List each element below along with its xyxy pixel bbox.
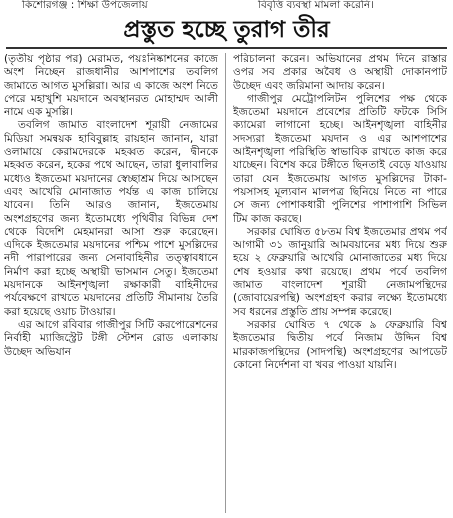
paragraph: পরিচালনা করেন। অভিযানের প্রথম দিনে রাস্তার ওপর সব প্রকার অবৈধ ও অস্থায়ী দোকানপাট উচ্ছেদ এবং জরিমানা আদায় করেন। — [233, 53, 447, 92]
article-column-right — [233, 53, 447, 515]
article-headline: প্রস্তুত হচ্ছে তুরাগ তীর — [123, 17, 330, 43]
column-divider — [225, 53, 226, 513]
previous-article-strip — [0, 0, 453, 14]
paragraph: গাজীপুর মেট্রোপলিটন পুলিশের পক্ষ থেকে ইজতেমা ময়দানে প্রবেশের প্রতিটি ফটকে সিসি ক্যামেরা লাগানো হচ্ছে। আইনশৃঙ্খলা বাহিনীর সদস্যরা ইজতেমা ময়দান ও এর আশপাশের আইনশৃঙ্খলা পরিস্থিতি স্বাভাবিক রাখতে কাজ করে যাচ্ছেন। বিশেষ করে টঙ্গীতে ছিনতাই বেড়ে যাওয়ায় তারা যেন ইজতেমায় আগত মুসল্লিদের টাকা-পয়সাসহ মূল্যবান মালপত্র ছিনিয়ে নিতে না পারে সে জন্য পোশাকধারী পুলিশের পাশাপাশি সিভিল টিম কাজ করছে। — [233, 92, 447, 225]
paragraph: (তৃতীয় পৃষ্ঠার পর) মেরামত, পয়ঃনিষ্কাশনের কাজে অংশ নিচ্ছেন রাজধানীর আশপাশের তবলিগ জামাতে আগত মুসল্লিরা। আর এ কাজে অংশ নিতে পেরে মহাখুশি ময়দানে অবস্থানরত মোহাম্মদ আলী নামে এক মুসল্লি। — [4, 53, 218, 119]
headline-rule — [6, 47, 447, 49]
previous-article-fragment-right: বিবৃত্তি ব্যবস্থা মামলা করেনি। — [258, 0, 374, 11]
paragraph: তবলিগ জামাত বাংলাদেশ শূরায়ী নেজামের মিডিয়া সমন্বয়ক হাবিবুল্লাহ রায়হান জানান, যারা ওলামায়ে কেরামদেরকে মহব্বত করেন, দ্বীনকে মহব্বত করেন, হকের পথে আছেন, তারা ধুলাবালির মধ্যেও ইজতেমা ময়দানের স্বেচ্ছাশ্রম দিয়ে আসছেন এবং আখেরি মোনাজাত পর্যন্ত এ কাজ চালিয়ে যাবেন। তিনি আরও জানান, ইজতেমায় অংশগ্রহণের জন্য ইতোমধ্যে পৃথিবীর বিভিন্ন দেশ থেকে বিদেশি মেহমানরা আসা শুরু করেছেন। এদিকে ইজতেমার ময়দানের পশ্চিম পাশে মুসল্লিদের নদী পারাপারের জন্য সেনাবাহিনীর তত্ত্বাবধানে নির্মাণ করা হচ্ছে অস্থায়ী ভাসমান সেতু। ইজতেমা ময়দানকে আইনশৃঙ্খলা রক্ষাকারী বাহিনীদের পর্যবেক্ষণে রাখতে ময়দানের প্রতিটি সীমানায় তৈরি করা হয়েছে ওয়াচ টাওয়ার। — [4, 119, 218, 318]
paragraph: সরকার ঘোষিত ৫৮তম বিশ্ব ইজতেমার প্রথম পর্ব আগামী ৩১ জানুয়ারি আমবয়ানের মধ্য দিয়ে শুরু হয়ে ২ ফেব্রুয়ারি আখেরি মোনাজাতের মধ্য দিয়ে শেষ হওয়ার কথা রয়েছে। প্রথম পর্বে তবলিগ জামাত বাংলাদেশ শূরায়ী নেজামপন্থিদের (জোবায়েরপন্থি) অংশগ্রহণ করার লক্ষ্যে ইতোমধ্যে সব ধরনের প্রস্তুতি প্রায় সম্পন্ন করেছে। — [233, 225, 447, 318]
paragraph: এর আগে রবিবার গাজীপুর সিটি করপোরেশনের নির্বাহী ম্যাজিস্ট্রেট টঙ্গী স্টেশন রোড এলাকায় উচ্ছেদ অভিযান — [4, 318, 218, 358]
paragraph: সরকার ঘোষিত ৭ থেকে ৯ ফেব্রুয়ারি বিশ্ব ইজতেমার দ্বিতীয় পর্বে নিজাম উদ্দিন বিশ্ব মারকাজপন্থিদের (সাদপন্থি) অংশগ্রহণের আপডেট কোনো নির্দেশনা বা খবর পাওয়া যায়নি। — [233, 318, 447, 371]
article-column-left — [4, 53, 218, 515]
previous-article-fragment-left: কিশোরগঞ্জ : শিক্ষা উপজেলায় — [22, 0, 148, 11]
